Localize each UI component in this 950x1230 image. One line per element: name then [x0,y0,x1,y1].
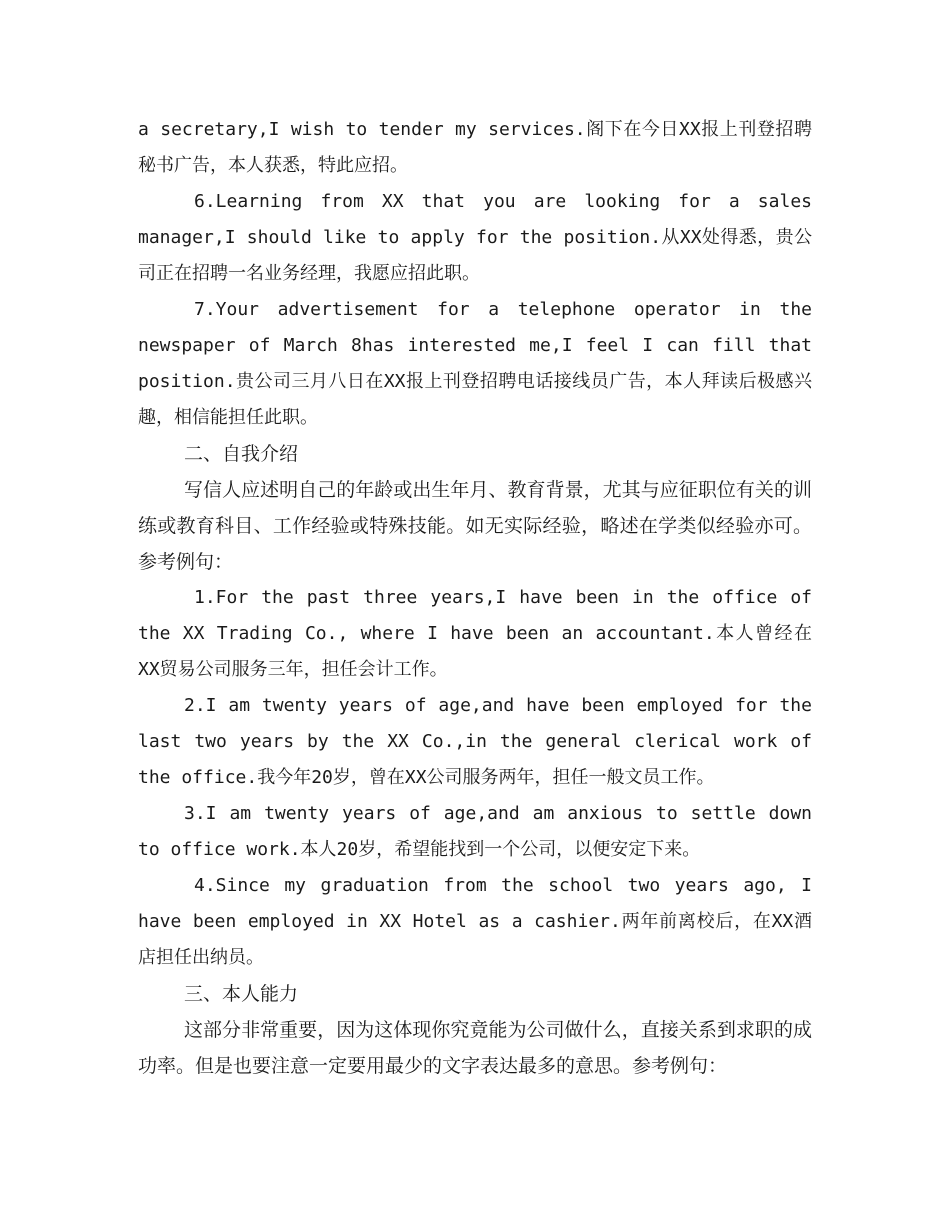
document-page [138,112,812,1084]
example-sentence-3: 3.I am twenty years of age,and am anxious to settle down to office work.本人20岁，希望能找到一个公司，以便安定下来。 [138,803,812,860]
example-sentence-2: 2.I am twenty years of age,and have been employed for the last two years by the XX Co.,in the general clerical work of the office.我今年20岁，曾在XX公司服务两年，担任一般文员工作。 [138,695,812,788]
paragraph-continuation: a secretary,I wish to tender my services.阁下在今日XX报上刊登招聘秘书广告，本人获悉，特此应招。 [138,119,812,176]
section-description-self-introduction: 写信人应述明自己的年龄或出生年月、教育背景，尤其与应征职位有关的训练或教育科目、工作经验或特殊技能。如无实际经验，略述在学类似经验亦可。参考例句： [138,479,812,573]
example-sentence-1: 1.For the past three years,I have been in the office of the XX Trading Co., where I have been an accountant.本人曾经在XX贸易公司服务三年，担任会计工作。 [138,587,812,680]
section-description-abilities: 这部分非常重要，因为这体现你究竟能为公司做什么，直接关系到求职的成功率。但是也要注意一定要用最少的文字表达最多的意思。参考例句： [138,1019,812,1077]
section-heading-self-introduction: 二、自我介绍 [184,443,299,465]
example-sentence-4: 4.Since my graduation from the school two years ago, I have been employed in XX Hotel as a cashier.两年前离校后，在XX酒店担任出纳员。 [138,875,812,968]
section-heading-abilities: 三、本人能力 [184,983,299,1005]
example-sentence-7: 7.Your advertisement for a telephone operator in the newspaper of March 8has interested me,I feel I can fill that position.贵公司三月八日在XX报上刊登招聘电话接线员广告，本人拜读后极感兴趣，相信能担任此职。 [138,299,812,428]
example-sentence-6: 6.Learning from XX that you are looking for a sales manager,I should like to apply for the position.从XX处得悉，贵公司正在招聘一名业务经理，我愿应招此职。 [138,191,812,284]
